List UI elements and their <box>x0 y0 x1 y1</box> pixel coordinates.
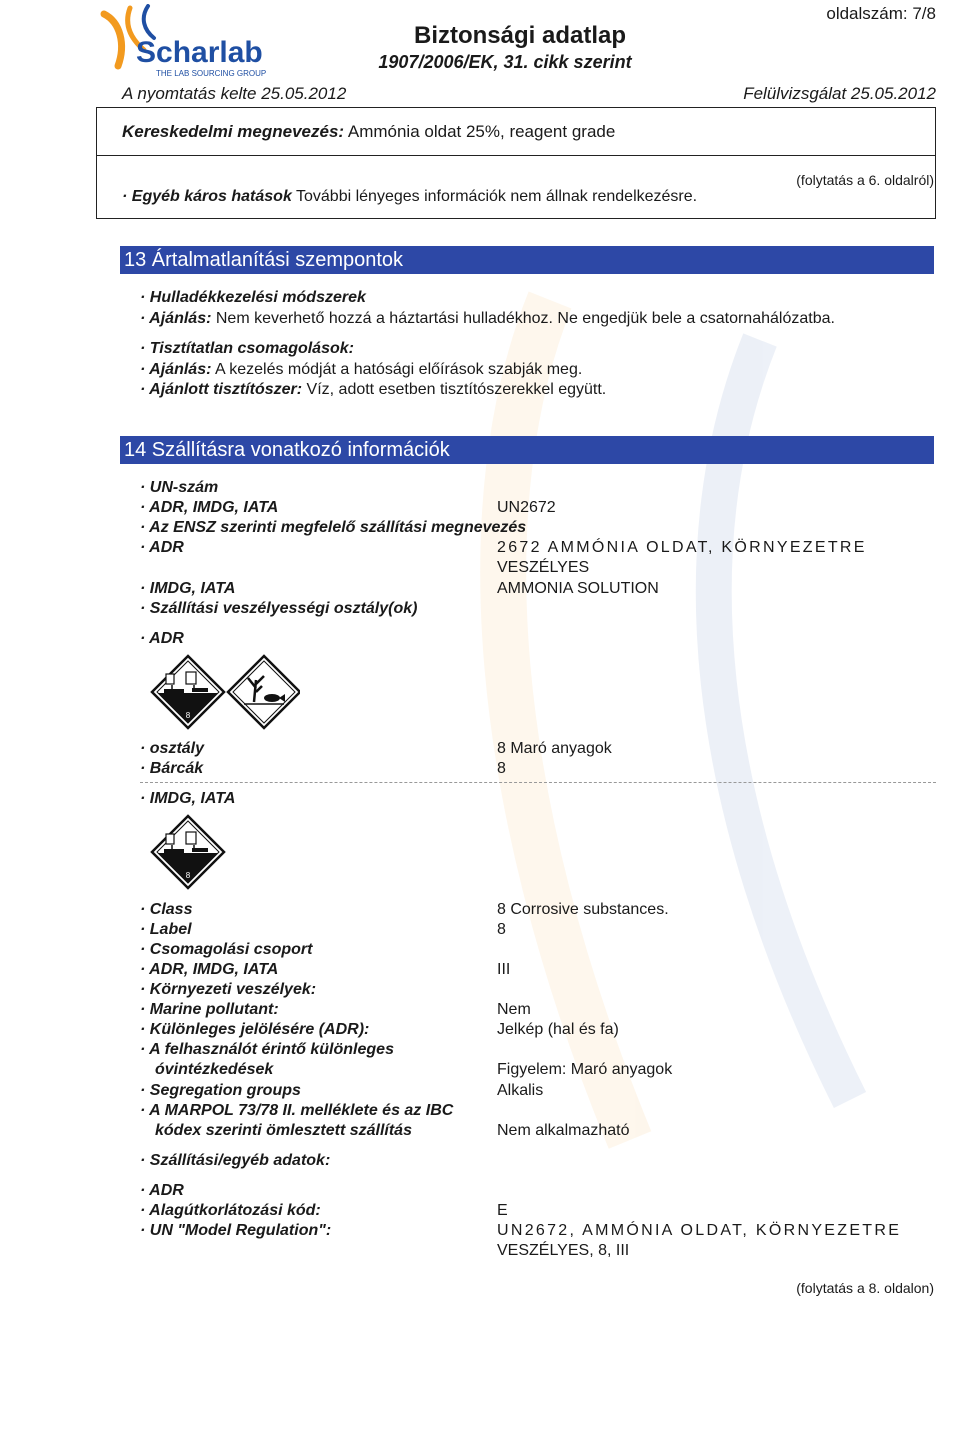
special-marking-value: Jelkép (hal és fa) <box>497 1021 619 1038</box>
corrosive-pictogram-imdg-icon <box>150 814 226 890</box>
cleaner-value: Víz, adott esetben tisztítószerekkel együtt. <box>306 381 607 398</box>
scharlab-logo <box>96 4 286 82</box>
user-precautions-value: Figyelem: Maró anyagok <box>497 1061 673 1078</box>
marpol-label-2: kódex szerinti ömlesztett szállítás <box>155 1122 412 1139</box>
un-number-label: · UN-szám <box>140 479 219 496</box>
labels-value: 8 <box>497 760 506 777</box>
pn-imdg-value: AMMONIA SOLUTION <box>497 580 659 597</box>
packing-group-label: · Csomagolási csoport <box>140 941 313 958</box>
special-marking-label: · Különleges jelölésére (ADR): <box>140 1021 370 1038</box>
adr-pictograms <box>150 654 300 730</box>
other-effects-label: · Egyéb káros hatások <box>122 188 292 205</box>
recommendation-1 <box>140 310 835 328</box>
label-en-label: · Label <box>140 921 192 938</box>
trade-name <box>122 122 615 142</box>
un-adr-label: · ADR, IMDG, IATA <box>140 499 279 516</box>
segregation-value: Alkalis <box>497 1082 544 1099</box>
cleaning-agent <box>140 381 606 399</box>
pictogram-number: 8 <box>185 711 191 720</box>
box-left-border <box>96 107 97 219</box>
marpol-value: Nem alkalmazható <box>497 1122 630 1139</box>
class-value: 8 Maró anyagok <box>497 740 612 757</box>
waste-methods: · Hulladékkezelési módszerek <box>140 289 366 306</box>
box-top-border <box>96 155 936 156</box>
rec1-value: Nem keverhető hozzá a háztartási hulladékhoz. Ne engedjük bele a csatornahálózatba. <box>215 310 835 327</box>
document-subtitle: 1907/2006/EK, 31. cikk szerint <box>378 52 632 72</box>
logo-tagline: THE LAB SOURCING GROUP <box>156 69 267 78</box>
continued-to: (folytatás a 8. oldalon) <box>796 1280 934 1296</box>
pictogram-number-imdg: 8 <box>185 871 191 880</box>
proper-shipping-name: · Az ENSZ szerinti megfelelő szállítási megnevezés <box>140 519 527 536</box>
adr2-label: · ADR <box>140 1182 184 1199</box>
box-bottom-border <box>96 218 936 219</box>
pn-adr-value-line1: 2672 AMMÓNIA OLDAT, KÖRNYEZETRE <box>497 539 867 556</box>
model-regulation-value-2: VESZÉLYES, 8, III <box>497 1242 630 1259</box>
env-hazards-label: · Környezeti veszélyek: <box>140 981 317 998</box>
model-regulation-value-1: UN2672, AMMÓNIA OLDAT, KÖRNYEZETRE <box>497 1222 902 1239</box>
pn-imdg-label: · IMDG, IATA <box>140 580 236 597</box>
revision-date: Felülvizsgálat 25.05.2012 <box>743 84 936 103</box>
user-precautions-label-2: óvintézkedések <box>155 1061 274 1078</box>
segregation-label: · Segregation groups <box>140 1082 301 1099</box>
trade-name-label: Kereskedelmi megnevezés: <box>122 122 345 141</box>
corrosive-pictogram-icon <box>152 656 224 728</box>
page-number: oldalszám: 7/8 <box>826 4 936 23</box>
marine-pollutant-label: · Marine pollutant: <box>140 1001 279 1018</box>
continued-from: (folytatás a 6. oldalról) <box>796 172 934 188</box>
marine-pollutant-value: Nem <box>497 1001 531 1018</box>
other-effects <box>122 188 697 206</box>
section-14-heading: 14 Szállításra vonatkozó információk <box>120 436 934 464</box>
header-divider <box>96 107 936 108</box>
hazard-class-label: · Szállítási veszélyességi osztály(ok) <box>140 600 418 617</box>
print-date: A nyomtatás kelte 25.05.2012 <box>122 84 347 103</box>
pg-modes-label: · ADR, IMDG, IATA <box>140 961 279 978</box>
user-precautions-label-1: · A felhasználót érintő különleges <box>140 1041 394 1058</box>
pn-adr-label: · ADR <box>140 539 184 556</box>
un-adr-value: UN2672 <box>497 499 556 516</box>
dashed-divider <box>140 782 936 783</box>
marpol-label-1: · A MARPOL 73/78 II. melléklete és az IBC <box>140 1102 454 1119</box>
other-effects-value: További lényeges információk nem állnak rendelkezésre. <box>296 188 698 205</box>
pg-value: III <box>497 961 511 978</box>
imdg-label: · IMDG, IATA <box>140 790 236 807</box>
rec1-label: · Ajánlás: <box>140 310 212 327</box>
adr-label: · ADR <box>140 630 184 647</box>
rec2-label: · Ajánlás: <box>140 361 212 378</box>
environment-pictogram-icon <box>228 656 300 728</box>
other-data-label: · Szállítási/egyéb adatok: <box>140 1152 331 1169</box>
document-title: Biztonsági adatlap <box>413 22 627 49</box>
rec2-value: A kezelés módját a hatósági előírások szabják meg. <box>214 361 583 378</box>
class-label: · osztály <box>140 740 205 757</box>
class-en-value: 8 Corrosive substances. <box>497 901 669 918</box>
trade-name-value: Ammónia oldat 25%, reagent grade <box>347 122 616 141</box>
labels-label: · Bárcák <box>140 760 204 777</box>
model-regulation-label: · UN "Model Regulation": <box>140 1222 332 1239</box>
tunnel-code-label: · Alagútkorlátozási kód: <box>140 1202 321 1219</box>
recommendation-2 <box>140 361 582 379</box>
logo-text: Scharlab <box>136 36 263 69</box>
label-en-value: 8 <box>497 921 506 938</box>
class-en-label: · Class <box>140 901 193 918</box>
cleaner-label: · Ajánlott tisztítószer: <box>140 381 303 398</box>
uncleaned-packaging: · Tisztítatlan csomagolások: <box>140 340 354 357</box>
box-right-border <box>935 107 936 219</box>
section-13-heading: 13 Ártalmatlanítási szempontok <box>120 246 934 274</box>
tunnel-code-value: E <box>497 1202 508 1219</box>
pn-adr-value-line2: VESZÉLYES <box>497 559 590 576</box>
